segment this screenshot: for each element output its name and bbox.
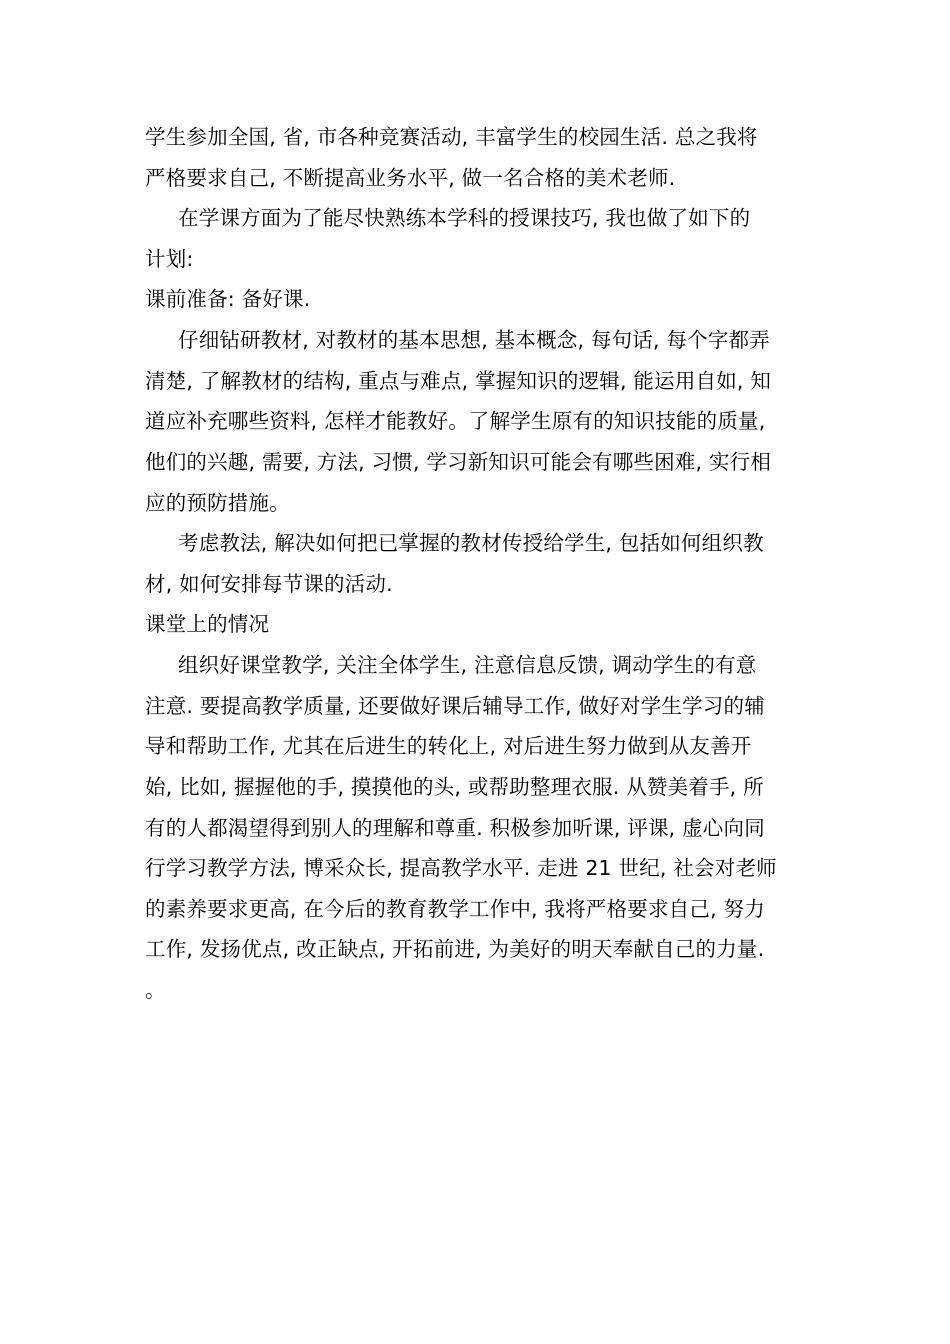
text-line: 的素养要求更高, 在今后的教育教学工作中, 我将严格要求自己, 努力 (145, 897, 765, 921)
section-heading: 课堂上的情况 (145, 612, 270, 636)
text-line: 导和帮助工作, 尤其在后进生的转化上, 对后进生努力做到从友善开 (145, 734, 752, 758)
section-heading: 课前准备: 备好课. (145, 287, 311, 311)
text-line: 道应补充哪些资料, 怎样才能教好。了解学生原有的知识技能的质量, (145, 409, 766, 433)
text-line: 组织好课堂教学, 关注全体学生, 注意信息反馈, 调动学生的有意 (178, 653, 757, 677)
text-line: 行学习教学方法, 博采众长, 提高教学水平. 走进 21 世纪, 社会对老师 (145, 856, 777, 880)
text-line: 考虑教法, 解决如何把已掌握的教材传授给学生, 包括如何组织教 (178, 531, 764, 555)
text-line: 材, 如何安排每节课的活动. (145, 572, 393, 596)
text-line: 。 (145, 978, 166, 1002)
text-line: 在学课方面为了能尽快熟练本学科的授课技巧, 我也做了如下的 (178, 206, 751, 230)
text-line: 学生参加全国, 省, 市各种竞赛活动, 丰富学生的校园生活. 总之我将 (145, 125, 758, 149)
text-line: 仔细钻研教材, 对教材的基本思想, 基本概念, 每句话, 每个字都弄 (178, 328, 770, 352)
text-line: 应的预防措施。 (145, 491, 290, 515)
text-line: 计划: (145, 247, 194, 271)
text-line: 严格要求自己, 不断提高业务水平, 做一名合格的美术老师. (145, 166, 676, 190)
text-line: 他们的兴趣, 需要, 方法, 习惯, 学习新知识可能会有哪些困难, 实行相 (145, 450, 772, 474)
text-line: 清楚, 了解教材的结构, 重点与难点, 掌握知识的逻辑, 能运用自如, 知 (145, 369, 772, 393)
text-line: 注意. 要提高教学质量, 还要做好课后辅导工作, 做好对学生学习的辅 (145, 694, 765, 718)
text-line: 始, 比如, 握握他的手, 摸摸他的头, 或帮助整理衣服. 从赞美着手, 所 (145, 775, 764, 799)
text-line: 有的人都渴望得到别人的理解和尊重. 积极参加听课, 评课, 虚心向同 (145, 816, 765, 840)
text-line: 工作, 发扬优点, 改正缺点, 开拓前进, 为美好的明天奉献自己的力量. (145, 937, 765, 961)
